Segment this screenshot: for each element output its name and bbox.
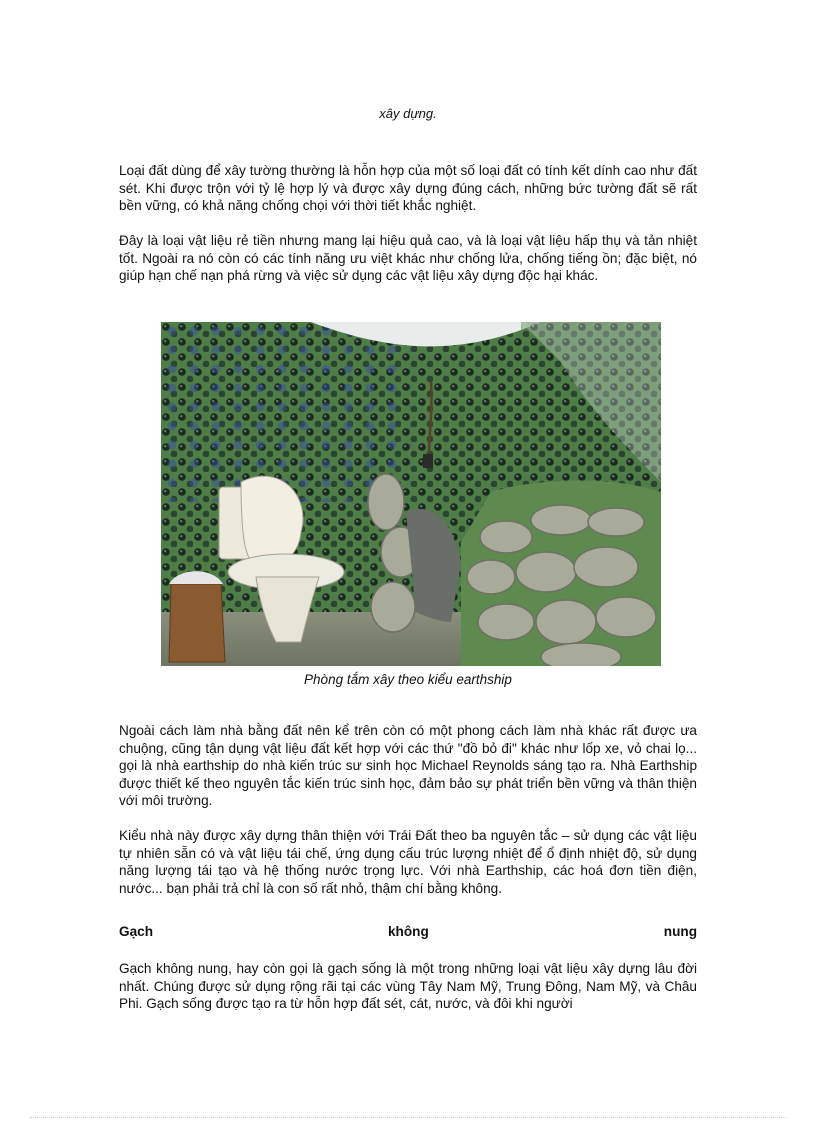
heading-word-1: Gạch [119,924,153,939]
paragraph-3: Ngoài cách làm nhà bằng đất nên kể trên còn có một phong cách làm nhà khác rất được ưa chuộng, cũng tận dụng vật liệu đất kết hợp với các thứ "đồ bỏ đi" khác như lốp xe, vỏ chai lọ... gọi là nhà earthship do nhà kiến trúc sư sinh học Michael Reynolds sáng tạo ra. Nhà Earthship được thiết kế theo nguyên tắc kiến trúc sinh học, đảm bảo sự phát triển bền vững và thân thiện với môi trường. [119,723,697,808]
page-bottom-divider [30,1117,786,1118]
paragraph-4: Kiểu nhà này được xây dựng thân thiện với Trái Đất theo ba nguyên tắc – sử dụng các vật liệu tự nhiên sẵn có và vật liệu tái chế, ứng dụng cấu trúc lượng nhiệt để ổ định nhiệt độ, sử dụng năng lượng tái tạo và hệ thống nước trọng lực. Với nhà Earthship, các hoá đơn tiền điện, nước... bạn phải trả chỉ là con số rất nhỏ, thậm chí bằng không. [119,828,697,896]
section-heading [119,924,697,939]
paragraph-5: Gạch không nung, hay còn gọi là gạch sống là một trong những loại vật liệu xây dựng lâu đời nhất. Chúng được sử dụng rộng rãi tại các vùng Tây Nam Mỹ, Trung Đông, Nam Mỹ, và Châu Phi. Gạch sống được tạo ra từ hỗn hợp đất sét, cát, nước, và đôi khi người [119,961,697,1011]
heading-word-2: không [388,924,429,939]
paragraph-2: Đây là loại vật liệu rẻ tiền nhưng mang lại hiệu quả cao, và là loại vật liệu hấp thụ và tản nhiệt tốt. Ngoài ra nó còn có các tính năng ưu việt khác như chống lửa, chống tiếng ồn; đặc biệt, nó giúp hạn chế nạn phá rừng và việc sử dụng các vật liệu xây dựng độc hại khác. [119,233,697,283]
earthship-bathroom-photo [161,322,661,666]
paragraph-1: Loại đất dùng để xây tường thường là hỗn hợp của một số loại đất có tính kết dính cao như đất sét. Khi được trộn với tỷ lệ hợp lý và được xây dựng đúng cách, những bức tường đất sẽ rất bền vững, có khả năng chống chọi với thời tiết khắc nghiệt. [119,163,697,213]
bathroom-illustration [161,322,661,666]
photo-caption: Phòng tắm xây theo kiểu earthship [304,672,512,687]
image-caption-top: xây dựng. [379,106,437,121]
heading-word-3: nung [663,924,697,939]
